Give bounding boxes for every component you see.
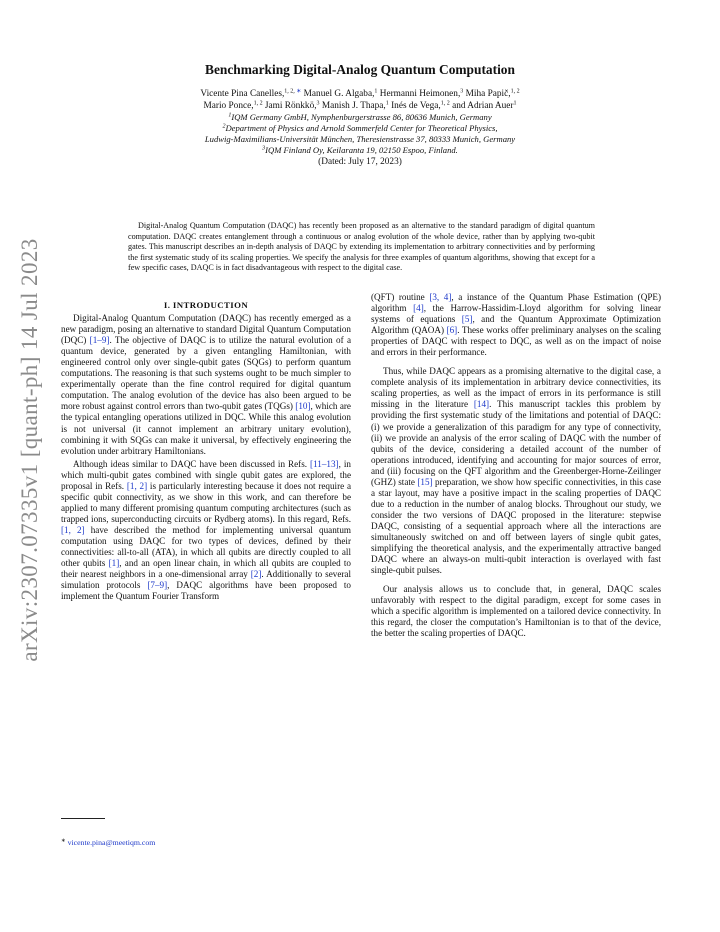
citation-link[interactable]: [3, 4] (429, 292, 452, 302)
email-link[interactable]: vicente.pina@meetiqm.com (67, 838, 156, 847)
intro-paragraph-3: Thus, while DAQC appears as a promising alternative to the digital case, a complete analysis of its implementation in arbitrary device connectivities, its scaling properties, as well as the impact of errors in its performance is still missing in the literature [14]. This manuscript tackles this problem by providing the first systematic study of the limitations and potential of DAQC: (i) we provide a generalization of this paradigm for any type of connectivity, (ii) we provide an analysis of the error scaling of DAQC with the number of qubits of the device, considering a detailed account of the number of operations introduced, identifying and accounting for major sources of error, and (iii) focusing on the QFT algorithm and the Greenberger-Horne-Zeilinger (GHZ) state [15] preparation, we show how specific connectivities, in this case a star layout, may have a positive impact in the scaling properties of DAQC due to a reduction in the number of analog blocks. Throughout our study, we consider the two versions of DAQC proposed in the literature: stepwise DAQC, consisting of a sequential approach where all the interactions are simultaneously switched on and off between layers of single qubit gates, simplifying the theoretical analysis, and the experimentally attractive banged DAQC where an always-on multi-qubit interaction is overlayed with fast single-qubit pulses. (371, 366, 661, 576)
citation-link[interactable]: [2] (250, 569, 262, 580)
author-block (60, 88, 660, 168)
citation-link[interactable]: [1] (108, 558, 120, 569)
affiliation-3: $^3$IQM Finland Oy, Keilaranta 19, 02150 Espoo, Finland. (262, 145, 458, 155)
author-line-1: Vicente Pina Canelles,$^{1, 2,}$ ∗ Manuel G. Algaba,$^1$ Hermanni Heimonen,$^3$ Miha Papič,$^{1, 2}$ (200, 88, 520, 99)
citation-link[interactable]: [14] (473, 399, 490, 410)
intro-paragraph-2-continued: (QFT) routine [3, 4], a instance of the Quantum Phase Estimation (QPE) algorithm [4], the Harrow-Hassidim-Lloyd algorithm for solving linear systems of equations [5], and the Quantum Approximate Optimization Algorithm (QAOA) [6]. These works offer preliminary analyses on the scaling properties of DAQC with respect to DQC, as well as on the impact of noise and errors in their performance. (371, 292, 662, 358)
citation-link[interactable]: [5] (461, 314, 473, 325)
citation-link[interactable]: [4] (413, 303, 424, 314)
abstract: Digital-Analog Quantum Computation (DAQC) has recently been proposed as an alternative to the standard paradigm of digital quantum computation. DAQC creates entanglement through a continuous or analog evolution of the whole device, rather than by applying two-qubit gates. This manuscript describes an in-depth analysis of DAQC by extending its implementation to arbitrary connectivities and by performing the first systematic study of its scaling properties. We specify the analysis for three examples of quantum algorithms, showing that except for a few specific cases, DAQC is in fact disadvantageous with respect to the digital case. (128, 221, 595, 272)
left-column (61, 300, 351, 602)
citation-link[interactable]: [10] (295, 401, 311, 412)
citation-link[interactable]: [11–13] (310, 458, 339, 469)
right-column (371, 292, 661, 639)
affiliation-1: $^1$IQM Germany GmbH, Nymphenburgerstrasse 86, 80636 Munich, Germany (228, 112, 492, 122)
footnote-divider (61, 818, 105, 819)
section-heading-introduction: I. INTRODUCTION (163, 300, 249, 310)
footnote-corresponding-email: ∗ vicente.pina@meetiqm.com (61, 838, 156, 847)
citation-link[interactable]: [1, 2] (126, 480, 148, 491)
author-line-2: Mario Ponce,$^{1, 2}$ Jami Rönkkö,$^3$ Manish J. Thapa,$^1$ Inés de Vega,$^{1, 2}$ and Adrian Auer$^1$ (203, 100, 517, 111)
intro-paragraph-4: Our analysis allows us to conclude that, in general, DAQC scales unfavorably with respect to the digital paradigm, except for some cases in which a specific algorithm is implemented on a tailored device connectivity. In this regard, the closer the computation’s Hamiltonian is to that of the device, the better the scaling properties of DAQC. (371, 584, 661, 639)
arxiv-identifier-stamp (10, 240, 50, 660)
affiliation-2: $^2$Department of Physics and Arnold Sommerfeld Center for Theoretical Physics, (222, 123, 498, 133)
intro-paragraph-2: Although ideas similar to DAQC have been discussed in Refs. [11–13], in which multi-qubit gates combined with single qubit gates are explored, the proposal in Refs. [1, 2] is particularly interesting because it does not require a specific qubit connectivity, as we show in this work, and can therefore be applied to many different promising quantum computing architectures (such as trapped ions, superconducting circuits or Rydberg atoms). In this regard, Refs. [1, 2] have described the method for implementing universal quantum computation using DAQC for two types of devices, defined by their connectivities: all-to-all (ATA), in which all qubits are directly coupled to all other qubits [1], and an open linear chain, in which all qubits are coupled to their nearest neighbors in a one-dimensional array [2]. Additionally to several simulation protocols [7–9], DAQC algorithms have been proposed to implement the Quantum Fourier Transform (61, 458, 352, 602)
paper-title: Benchmarking Digital-Analog Quantum Computation (205, 62, 515, 77)
citation-link[interactable]: [6] (446, 325, 458, 336)
intro-paragraph-1: Digital-Analog Quantum Computation (DAQC) has recently emerged as a new paradigm, posing an alternative to standard Digital Quantum Computation (DQC) [1–9]. The objective of DAQC is to utilize the natural evolution of a quantum device, generated by a given entangling Hamiltonian, with engineered control only over single-qubit gates (SQGs) to perform quantum computations. The reasoning is that such systems ought to be much simpler to experimentally operate than the fine control required for digital quantum computation. The analog evolution of the device has also been argued to be more robust against control errors than two-qubit gates (TQGs) [10], which are the typical entangling operations utilized in DQC. While this analog evolution is not universal (it cannot implement an arbitrary unitary evolution), combining it with SQGs can make it universal, by effectively engineering the evolution under arbitrary Hamiltonians. (61, 313, 352, 456)
arxiv-id-text: arXiv:2307.07335v1 [quant-ph] 14 Jul 2023 (17, 238, 42, 662)
corresponding-author-link[interactable]: ∗ (296, 88, 302, 95)
citation-link[interactable]: [1, 2] (61, 524, 85, 535)
affiliation-2-continued: Ludwig-Maximilians-Universität München, Theresienstrasse 37, 80333 Munich, Germany (204, 134, 516, 144)
citation-link[interactable]: [1–9] (89, 335, 110, 346)
citation-link[interactable]: [15] (417, 476, 433, 487)
date-line: (Dated: July 17, 2023) (318, 157, 402, 167)
citation-link[interactable]: [7–9] (147, 580, 168, 591)
